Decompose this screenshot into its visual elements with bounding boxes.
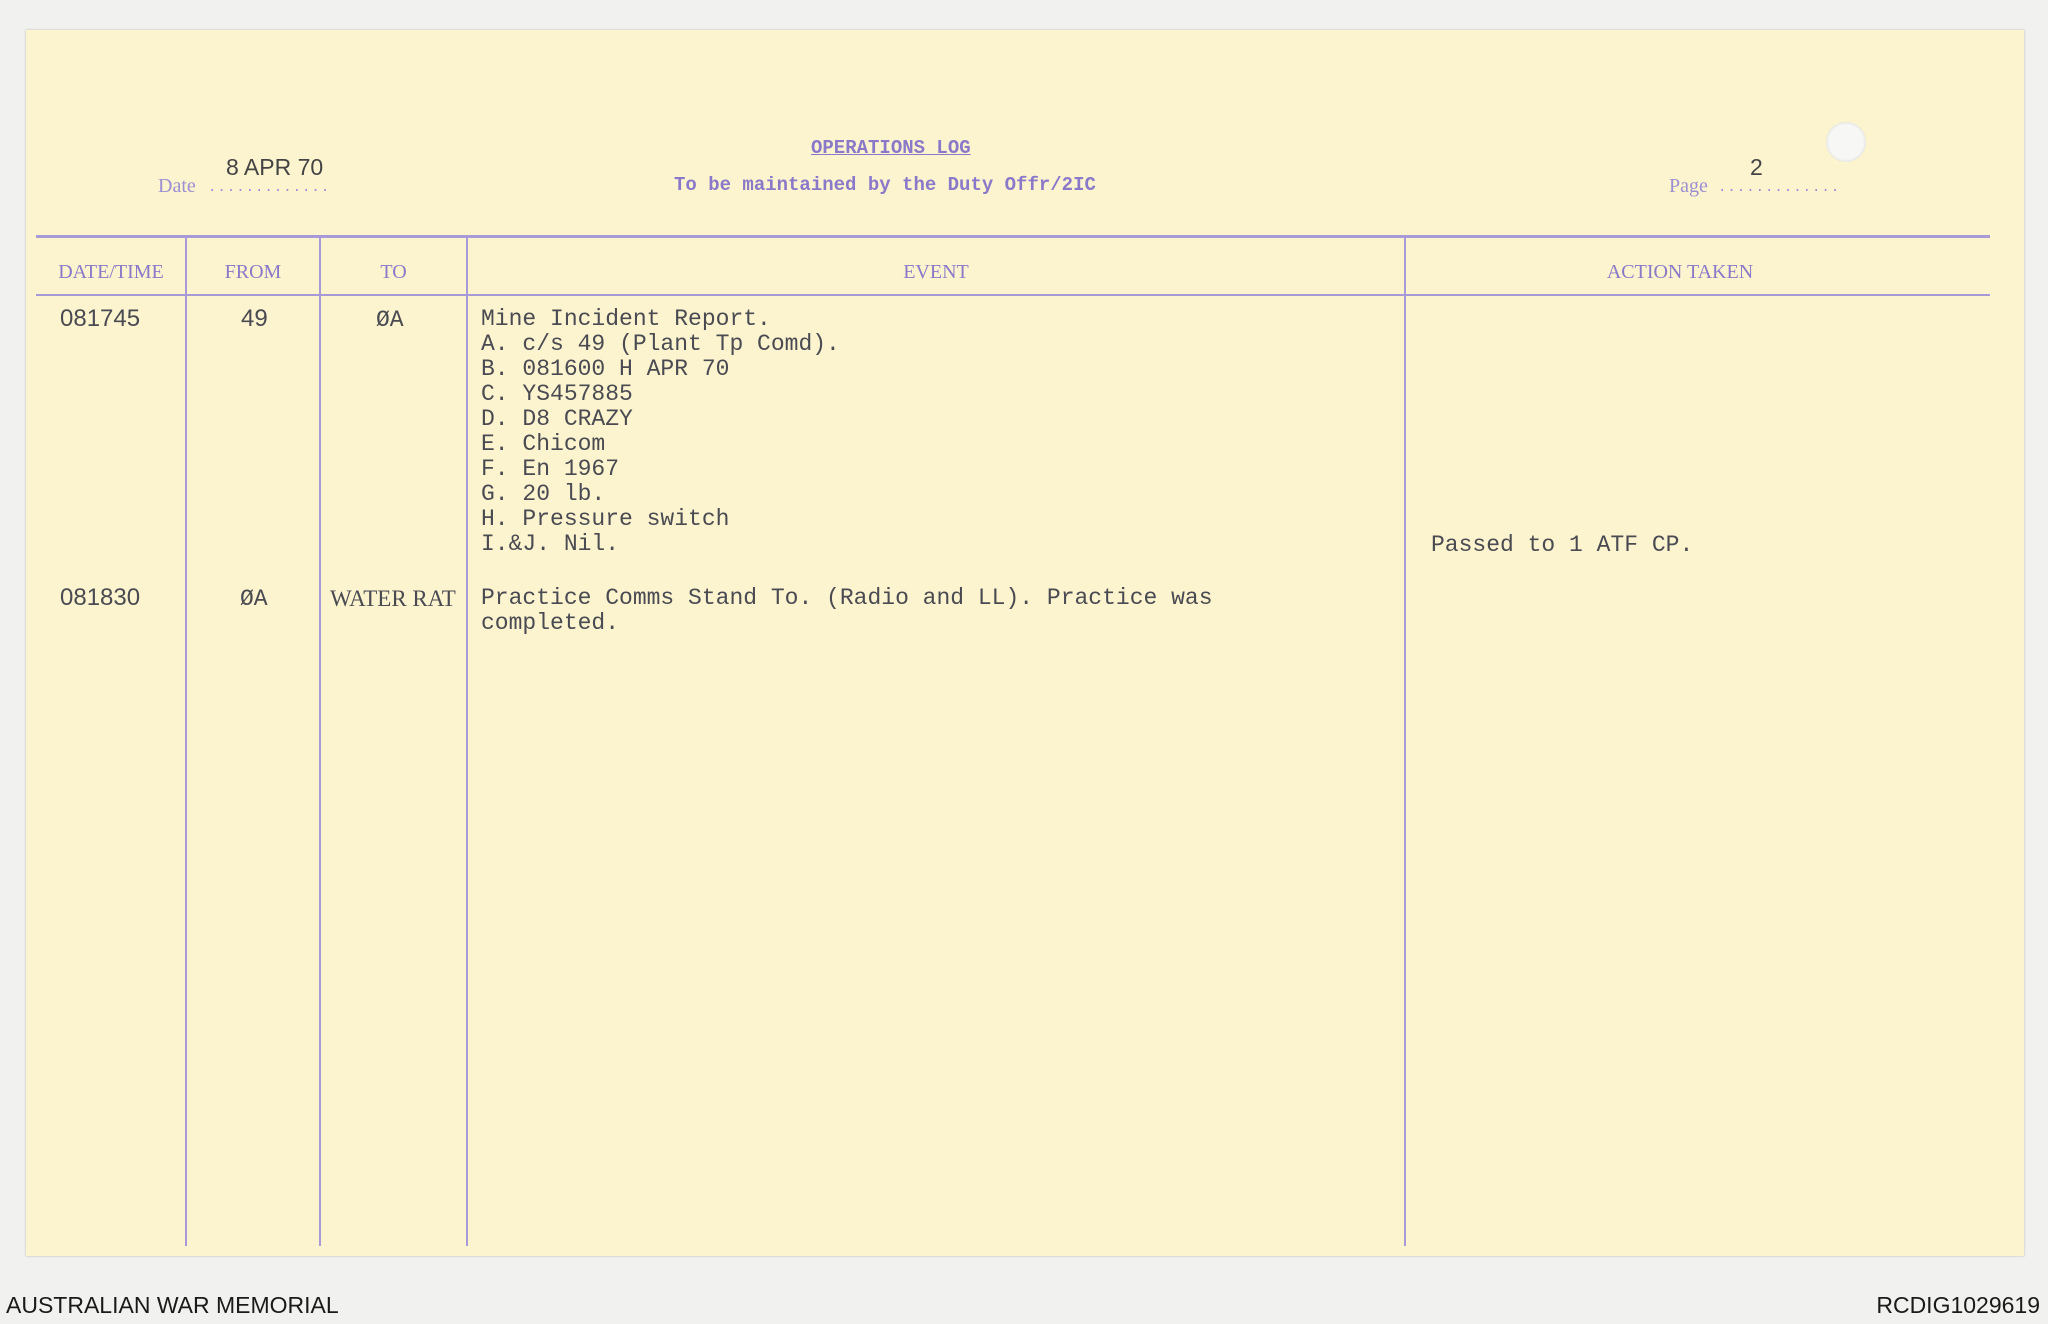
column-divider-2 bbox=[319, 236, 321, 1246]
event-line: I.&J. Nil. bbox=[481, 531, 620, 557]
page-value: 2 bbox=[1750, 154, 1763, 180]
operations-log-sheet bbox=[26, 30, 2024, 1256]
entry-2-to: WATER RAT bbox=[330, 586, 456, 611]
footer-institution: AUSTRALIAN WAR MEMORIAL bbox=[6, 1292, 339, 1318]
column-divider-1 bbox=[185, 236, 187, 1246]
header-bottom-rule bbox=[36, 294, 1990, 296]
date-value: 8 APR 70 bbox=[226, 154, 324, 180]
event-line: H. Pressure switch bbox=[481, 506, 730, 532]
entry-2-datetime: 081830 bbox=[60, 584, 141, 611]
date-label: Date bbox=[158, 175, 196, 197]
column-header-to: TO bbox=[380, 261, 407, 283]
column-header-datetime: DATE/TIME bbox=[58, 261, 164, 283]
event-line: Practice Comms Stand To. (Radio and LL). Practice was bbox=[481, 585, 1213, 611]
column-header-action: ACTION TAKEN bbox=[1606, 261, 1754, 283]
event-line: D. D8 CRAZY bbox=[481, 406, 633, 432]
page-label: Page bbox=[1669, 175, 1708, 197]
date-dots: ............. bbox=[208, 180, 331, 196]
entry-1-from: 49 bbox=[241, 305, 268, 332]
page-dots: ............. bbox=[1718, 180, 1841, 196]
column-header-from: FROM bbox=[224, 261, 282, 283]
entry-1-action: Passed to 1 ATF CP. bbox=[1431, 532, 1694, 558]
event-line: F. En 1967 bbox=[481, 456, 620, 482]
punch-hole bbox=[1826, 122, 1866, 162]
form-title: OPERATIONS LOG bbox=[811, 137, 971, 159]
entry-2-from: ØA bbox=[240, 586, 268, 612]
event-line: A. c/s 49 (Plant Tp Comd). bbox=[481, 331, 840, 357]
event-line: G. 20 lb. bbox=[481, 481, 606, 507]
entry-1-event bbox=[481, 307, 840, 557]
event-line: B. 081600 H APR 70 bbox=[481, 356, 730, 382]
entry-2-event bbox=[481, 586, 1213, 636]
column-divider-4 bbox=[1404, 236, 1406, 1246]
column-header-event: EVENT bbox=[903, 261, 969, 283]
entry-1-to: ØA bbox=[376, 307, 404, 333]
event-line: completed. bbox=[481, 610, 620, 636]
form-subtitle: To be maintained by the Duty Offr/2IC bbox=[674, 174, 1096, 196]
footer-record-id: RCDIG1029619 bbox=[1876, 1292, 2040, 1318]
event-line: E. Chicom bbox=[481, 431, 606, 457]
column-divider-3 bbox=[466, 236, 468, 1246]
event-line: C. YS457885 bbox=[481, 381, 633, 407]
table-top-rule bbox=[36, 235, 1990, 238]
event-line: Mine Incident Report. bbox=[481, 306, 771, 332]
entry-1-datetime: 081745 bbox=[60, 305, 141, 332]
